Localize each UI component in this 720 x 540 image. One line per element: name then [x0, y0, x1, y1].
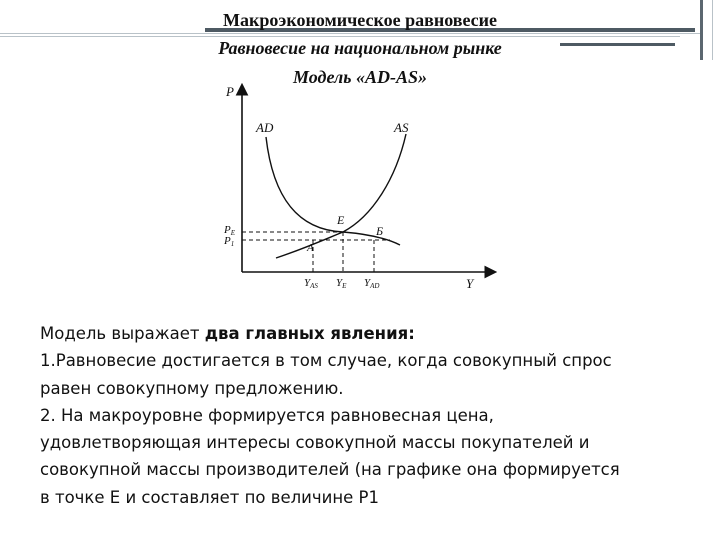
- as-label: AS: [394, 120, 409, 135]
- text-line: удовлетворяющая интересы совокупной массы покупателей и: [40, 433, 590, 453]
- model-title: Модель «AD-AS»: [293, 67, 427, 87]
- p1-label: P1: [224, 235, 235, 248]
- axis-y-label: P: [226, 84, 234, 99]
- decor-top-thin-line: [0, 33, 700, 34]
- yad-label: YAD: [364, 277, 380, 290]
- slide-subtitle: Равновесие на национальном рынке: [218, 38, 502, 58]
- text-line: в точке Е и составляет по величине Р1: [40, 487, 379, 507]
- ad-label: AD: [256, 120, 274, 135]
- text-line: совокупной массы производителей (на графике она формируется: [40, 460, 620, 480]
- axis-x-label: Y: [466, 276, 474, 290]
- ad-as-diagram: [218, 78, 500, 290]
- yas-label: YAS: [304, 277, 318, 290]
- text-line: 2. На макроуровне формируется равновесная цена,: [40, 405, 494, 425]
- point-a-label: A: [307, 242, 314, 254]
- text-line: 1.Равновесие достигается в том случае, когда совокупный спрос: [40, 351, 612, 371]
- pe-label: PE: [224, 224, 236, 237]
- text-line: равен совокупному предложению.: [40, 378, 344, 398]
- ye-label: YE: [336, 277, 347, 290]
- point-e-label: E: [337, 213, 345, 227]
- intro-bold: два главных явления: [204, 324, 409, 343]
- slide-title: Макроэкономическое равновесие: [222, 10, 498, 30]
- intro-line: Модель выражает два главных явления:: [40, 324, 415, 343]
- explanation-text: [40, 320, 712, 511]
- point-b-label: Б: [376, 224, 384, 238]
